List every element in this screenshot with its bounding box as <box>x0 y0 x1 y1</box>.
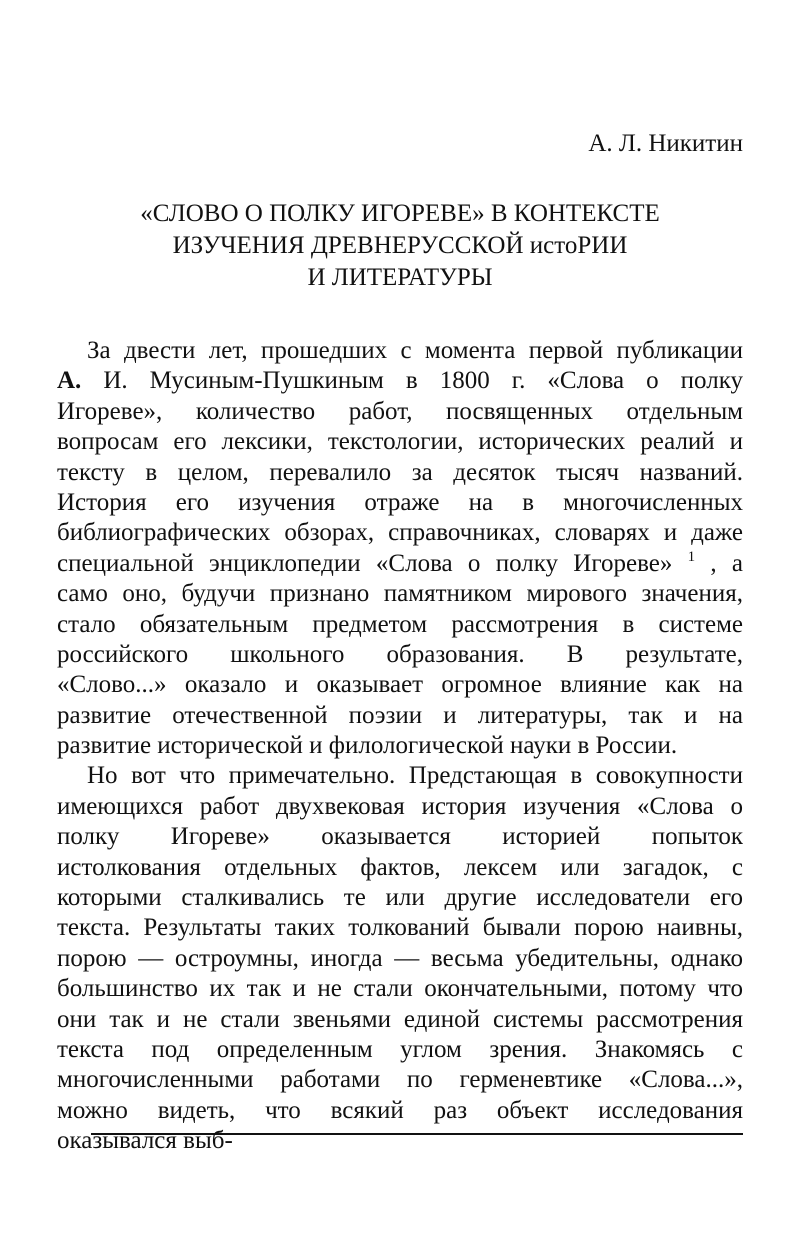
text-line: Но вот что примечательно. Предстающая в совокупности <box>87 762 743 790</box>
text-line: полку Игореве» оказывается историей попыток <box>57 823 743 851</box>
text-fragment: , а <box>710 549 743 577</box>
text-line: библиографических обзорах, справочниках, словарях и даже <box>57 519 743 547</box>
text-line: можно видеть, что всякий раз объект исследования <box>57 1096 743 1124</box>
text-line: развитие исторической и филологической науки в России. <box>57 732 678 760</box>
initial-letter: А. <box>57 367 82 395</box>
paragraph-2 <box>57 761 743 1156</box>
text-line: Игореве», количество работ, посвященных отдельным <box>57 397 743 425</box>
text-line <box>57 549 743 579</box>
text-line: История его изучения отраже на в многочисленных <box>57 488 743 516</box>
text-line: порою — остроумны, иногда — весьма убедительны, однако <box>57 944 743 972</box>
text-line: они так и не стали звеньями единой системы рассмотрения <box>57 1005 743 1033</box>
document-page <box>57 0 743 1253</box>
footnote-reference[interactable]: 1 <box>687 548 696 565</box>
text-line: многочисленными работами по герменевтике «Слова...», <box>57 1066 743 1094</box>
title-line-3: И ЛИТЕРАТУРЫ <box>307 264 493 291</box>
text-line: которыми сталкивались те или другие исследователи его <box>57 884 743 912</box>
text-line: само оно, будучи признано памятником мирового значения, <box>57 580 743 608</box>
text-line <box>57 366 743 396</box>
text-fragment: И. Мусиным-Пушкиным в 1800 г. «Слова о полку <box>81 367 743 395</box>
text-line: вопросам его лексики, текстологии, исторических реалий и <box>57 428 743 456</box>
text-line: текста. Результаты таких толкований бывали порою наивны, <box>57 914 743 942</box>
text-line: текста под определенным углом зрения. Знакомясь с <box>57 1035 743 1063</box>
text-line: большинство их так и не стали окончательными, потому что <box>57 975 743 1003</box>
text-line: имеющихся работ двухвековая история изучения «Слова о <box>57 792 743 820</box>
text-fragment: специальной энциклопедии «Слова о полку Игореве» <box>57 549 673 577</box>
article-body <box>57 336 743 1157</box>
text-line: «Слово...» оказало и оказывает огромное влияние как на <box>57 671 743 699</box>
author-name: А. Л. Никитин <box>588 130 743 157</box>
text-line: истолкования отдельных фактов, лексем или загадок, с <box>57 853 743 881</box>
text-line: стало обязательным предметом рассмотрения в системе <box>57 610 743 638</box>
text-line: российского школьного образования. В результате, <box>57 640 743 668</box>
title-line-2: ИЗУЧЕНИЯ ДРЕВНЕРУССКОЙ истоРИИ <box>172 232 628 259</box>
article-title <box>57 198 743 294</box>
text-line: тексту в целом, перевалило за десяток тысяч названий. <box>57 458 743 486</box>
text-line: За двести лет, прошедших с момента первой публикации <box>87 337 743 364</box>
paragraph-1 <box>57 336 743 761</box>
text-line: развитие отечественной поэзии и литературы, так и на <box>57 701 743 729</box>
text-line: оказывался выб- <box>57 1127 233 1155</box>
footnote-separator <box>91 1133 743 1135</box>
title-line-1: «СЛОВО О ПОЛКУ ИГОРЕВЕ» В КОНТЕКСТЕ <box>140 200 660 227</box>
